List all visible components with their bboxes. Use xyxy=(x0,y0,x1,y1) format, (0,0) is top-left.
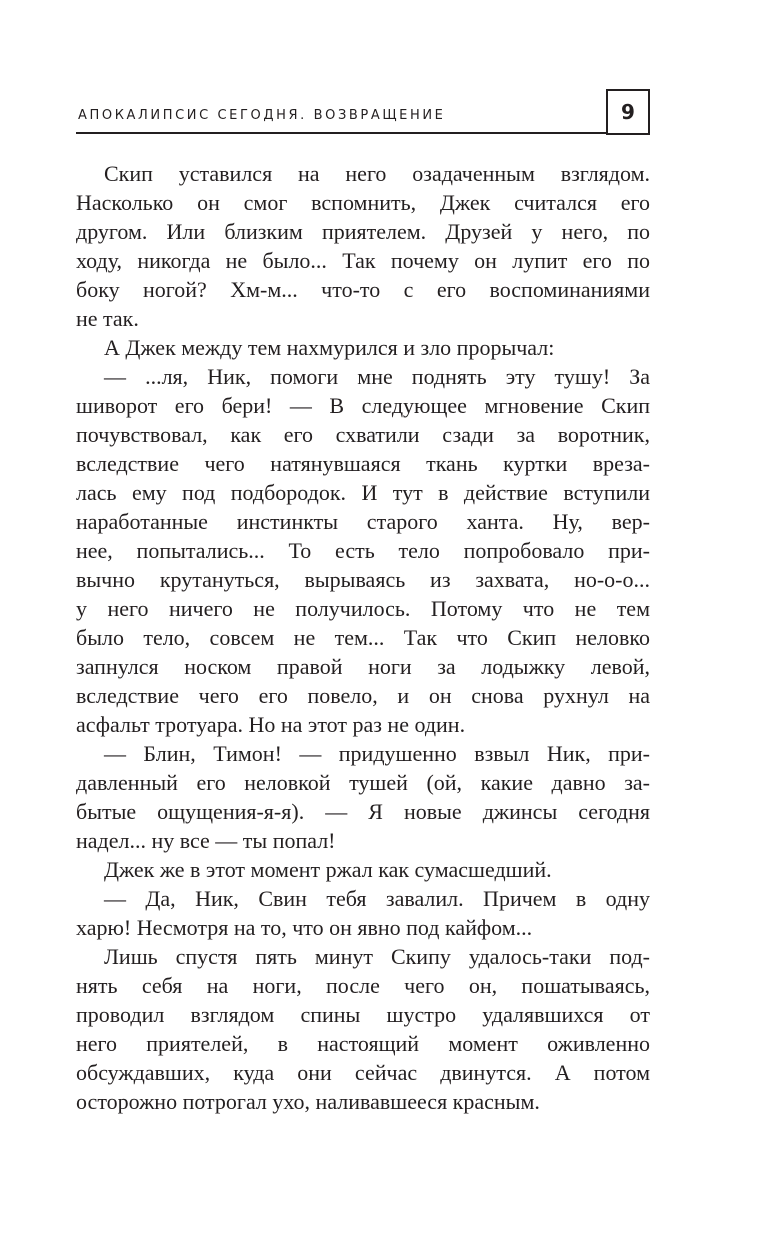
text-line: лась ему под подбородок. И тут в действие вступили xyxy=(76,480,650,505)
page-number: 9 xyxy=(606,89,650,135)
text-line: вследствие чего натянувшаяся ткань куртки вреза- xyxy=(76,451,650,476)
text-line: вследствие чего его повело, и он снова рухнул на xyxy=(76,683,650,708)
text-line: боку ногой? Хм-м... что-то с его воспоминаниями xyxy=(76,277,650,302)
header-rule xyxy=(76,132,606,134)
text-line: вычно крутануться, вырываясь из захвата, но-о-о... xyxy=(76,567,650,592)
text-line: ходу, никогда не было... Так почему он лупит его по xyxy=(76,248,650,273)
text-line: почувствовал, как его схватили сзади за воротник, xyxy=(76,422,650,447)
text-line: осторожно потрогал ухо, наливавшееся красным. xyxy=(76,1089,540,1114)
paragraph xyxy=(76,855,650,884)
text-line: не так. xyxy=(76,306,139,331)
text-line: проводил взглядом спины шустро удалявшихся от xyxy=(76,1002,650,1027)
text-line: другом. Или близким приятелем. Друзей у него, по xyxy=(76,219,650,244)
text-line: харю! Несмотря на то, что он явно под кайфом... xyxy=(76,915,533,940)
text-line: было тело, совсем не тем... Так что Скип неловко xyxy=(76,625,650,650)
text-line: нее, попытались... То есть тело попробовало при- xyxy=(76,538,650,563)
text-line: Насколько он смог вспомнить, Джек считался его xyxy=(76,190,650,215)
text-line: Лишь спустя пять минут Скипу удалось-таки под- xyxy=(104,944,650,969)
text-line: давленный его неловкой тушей (ой, какие давно за- xyxy=(76,770,650,795)
text-line: — Блин, Тимон! — придушенно взвыл Ник, при- xyxy=(104,741,650,766)
text-line: Скип уставился на него озадаченным взглядом. xyxy=(104,161,650,186)
text-line: обсуждавших, куда они сейчас двинутся. А потом xyxy=(76,1060,650,1085)
text-line: — ...ля, Ник, помоги мне поднять эту тушу! За xyxy=(104,364,650,389)
text-line: бытые ощущения-я-я). — Я новые джинсы сегодня xyxy=(76,799,650,824)
text-line: нять себя на ноги, после чего он, пошатываясь, xyxy=(76,973,650,998)
text-line: наработанные инстинкты старого ханта. Ну, вер- xyxy=(76,509,650,534)
text-line: — Да, Ник, Свин тебя завалил. Причем в одну xyxy=(104,886,650,911)
body-text xyxy=(76,159,650,1116)
paragraph xyxy=(76,739,650,855)
text-line: у него ничего не получилось. Потому что не тем xyxy=(76,596,650,621)
paragraph xyxy=(76,942,650,1116)
paragraph xyxy=(76,362,650,739)
text-line: А Джек между тем нахмурился и зло прорычал: xyxy=(104,335,555,360)
text-line: шиворот его бери! — В следующее мгновение Скип xyxy=(76,393,650,418)
paragraph xyxy=(76,884,650,942)
text-line: запнулся носком правой ноги за лодыжку левой, xyxy=(76,654,650,679)
text-line: асфальт тротуара. Но на этот раз не один. xyxy=(76,712,466,737)
text-line: него приятелей, в настоящий момент оживленно xyxy=(76,1031,650,1056)
text-line: Джек же в этот момент ржал как сумасшедший. xyxy=(104,857,552,882)
text-line: надел... ну все — ты попал! xyxy=(76,828,336,853)
paragraph xyxy=(76,333,650,362)
running-title: АПОКАЛИПСИС СЕГОДНЯ. ВОЗВРАЩЕНИЕ xyxy=(78,108,446,123)
paragraph xyxy=(76,159,650,333)
